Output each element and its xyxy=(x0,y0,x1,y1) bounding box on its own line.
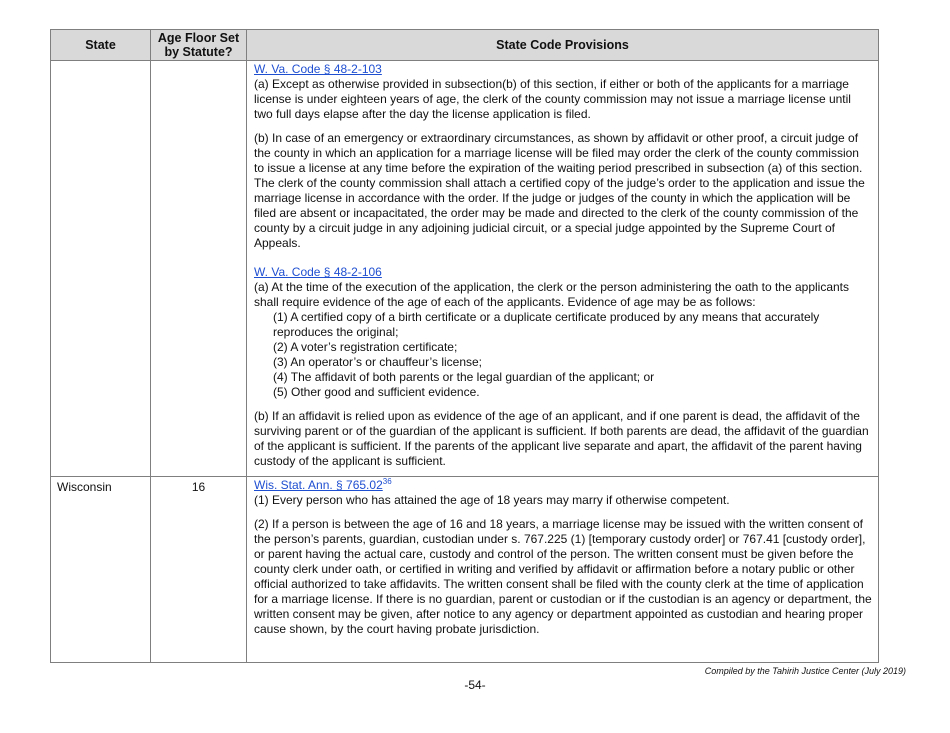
citation-link-wv-48-2-103[interactable]: W. Va. Code § 48-2-103 xyxy=(254,62,382,76)
provisions-cell xyxy=(247,477,879,663)
footer-credit: Compiled by the Tahirih Justice Center (July 2019) xyxy=(704,666,906,676)
header-provisions: State Code Provisions xyxy=(247,30,879,61)
citation-link-wv-48-2-106[interactable]: W. Va. Code § 48-2-106 xyxy=(254,265,382,279)
header-age-floor: Age Floor Set by Statute? xyxy=(151,30,247,61)
provision-paragraph: (a) Except as otherwise provided in subsection(b) of this section, if either or both of the applicants for a marriage license is under eighteen years of age, the clerk of the county commission may not issue a marriage license until two full days elapse after the day the license application is filed. xyxy=(254,77,851,121)
list-item: (5) Other good and sufficient evidence. xyxy=(273,385,480,399)
provision-paragraph: (2) If a person is between the age of 16 and 18 years, a marriage license may be issued with the written consent of the person’s parents, guardian, custodian under s. 767.225 (1) [temporary custody order] or 767.41 [custody order], or parent having the actual care, custody and control of the person. The written consent must be given before the county clerk under oath, or certified in writing and verified by affidavit or affirmation before a notary public or other official authorized to take affidavits. The written consent shall be filed with the county clerk at the time of application for a marriage license. If there is no guardian, parent or custodian or if the custodian is an agency or department, the written consent may be given, after notice to any agency or department appointed as custodian and hearing proper cause shown, by the court having probate jurisdiction. xyxy=(254,517,872,636)
evidence-list xyxy=(254,310,872,400)
list-item: (1) A certified copy of a birth certificate or a duplicate certificate produced by any means that accurately reproduces the original; xyxy=(273,310,820,339)
table-row-wisconsin xyxy=(51,477,879,663)
state-cell: Wisconsin xyxy=(51,477,151,663)
provision-paragraph: (1) Every person who has attained the age of 18 years may marry if otherwise competent. xyxy=(254,493,730,507)
age-floor-cell: 16 xyxy=(151,477,247,663)
list-item: (3) An operator’s or chauffeur’s license; xyxy=(273,355,483,369)
statute-table xyxy=(50,29,879,663)
provisions-cell xyxy=(247,61,879,477)
state-cell xyxy=(51,61,151,477)
page-number: -54- xyxy=(464,678,486,692)
table-header-row xyxy=(51,30,879,61)
list-item: (4) The affidavit of both parents or the legal guardian of the applicant; or xyxy=(273,370,655,384)
provision-paragraph: (a) At the time of the execution of the application, the clerk or the person administering the oath to the applicants shall require evidence of the age of each of the applicants. Evidence of age may be as follows: xyxy=(254,280,850,309)
provision-paragraph: (b) If an affidavit is relied upon as evidence of the age of an applicant, and if one parent is dead, the affidavit of the surviving parent or of the guardian of the applicant is sufficient. If both parents are dead, the affidavit of the guardian of the applicant is sufficient. If the parents of the applicant live separate and apart, the affidavit of the parent having custody of the applicant is sufficient. xyxy=(254,409,869,468)
footnote-marker[interactable]: 36 xyxy=(382,477,392,486)
provision-paragraph: (b) In case of an emergency or extraordinary circumstances, as shown by affidavit or other proof, a circuit judge of the county in which an application for a marriage license will be filed may order the clerk of the county commission to issue a license at any time before the expiration of the waiting period prescribed in subsection (a) of this section. The clerk of the county commission shall attach a certified copy of the judge’s order to the application and issue the marriage license in accordance with the order. If the judge or judges of the county in which the application will be filed are absent or incapacitated, the order may be made and directed to the clerk of the county commission of the county by a circuit judge in any adjoining judicial circuit, or a special judge appointed by the Supreme Court of Appeals. xyxy=(254,131,865,250)
table-row-west-virginia xyxy=(51,61,879,477)
citation-link-wis-765-02[interactable]: Wis. Stat. Ann. § 765.02 xyxy=(254,478,383,492)
list-item: (2) A voter’s registration certificate; xyxy=(273,340,458,354)
age-floor-cell xyxy=(151,61,247,477)
header-state: State xyxy=(51,30,151,61)
